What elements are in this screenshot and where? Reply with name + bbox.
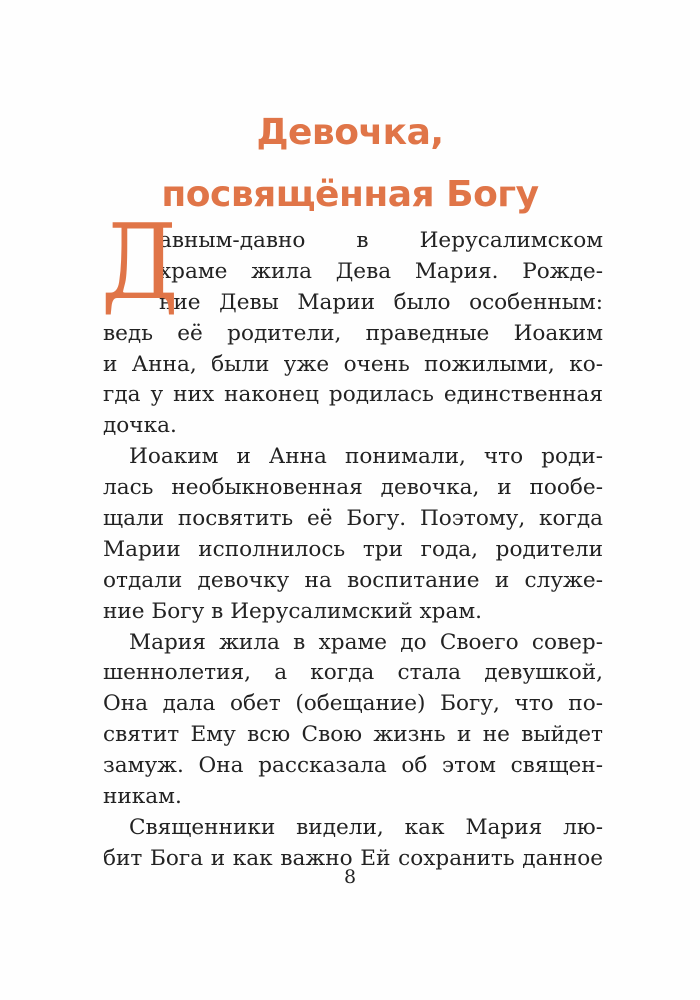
text-line: ведь её родители, праведные Иоаким — [103, 320, 603, 346]
text-line: ние Девы Марии было особенным: — [159, 289, 603, 315]
text-line: храме жила Дева Мария. Рожде- — [159, 258, 603, 284]
text-line: никам. — [103, 784, 182, 810]
text-line: Священники видели, как Мария лю- — [129, 814, 603, 840]
text-line: авным-давно в Иерусалимском — [159, 228, 603, 253]
chapter-body — [101, 201, 603, 875]
text-line: замуж. Она рассказала об этом священ- — [103, 753, 603, 779]
chapter-title-line-1: Девочка, — [256, 112, 444, 154]
text-line: шеннолетия, а когда стала девушкой, — [103, 660, 603, 686]
text-line: дочка. — [103, 413, 177, 439]
text-line: Мария жила в храме до Своего совер- — [129, 629, 603, 655]
text-line: Марии исполнилось три года, родители — [103, 536, 603, 562]
text-line: щали посвятить её Богу. Поэтому, когда — [103, 506, 603, 532]
drop-cap: Д — [101, 201, 179, 323]
page-number: 8 — [343, 866, 357, 888]
text-line: ние Богу в Иерусалимский храм. — [103, 598, 482, 624]
text-line: отдали девочку на воспитание и служе- — [103, 567, 603, 593]
text-line: Иоаким и Анна понимали, что роди- — [129, 444, 603, 470]
text-line: бит Бога и как важно Ей сохранить данное — [103, 845, 603, 871]
text-line: Она дала обет (обещание) Богу, что по- — [103, 691, 603, 717]
text-line: и Анна, были уже очень пожилыми, ко- — [103, 351, 603, 377]
chapter-title-line-2: посвящённая Богу — [161, 174, 539, 216]
text-line: лась необыкновенная девочка, и пообе- — [103, 475, 603, 501]
text-line: гда у них наконец родилась единственная — [103, 382, 603, 408]
text-line: святит Ему всю Свою жизнь и не выйдет — [103, 722, 603, 748]
